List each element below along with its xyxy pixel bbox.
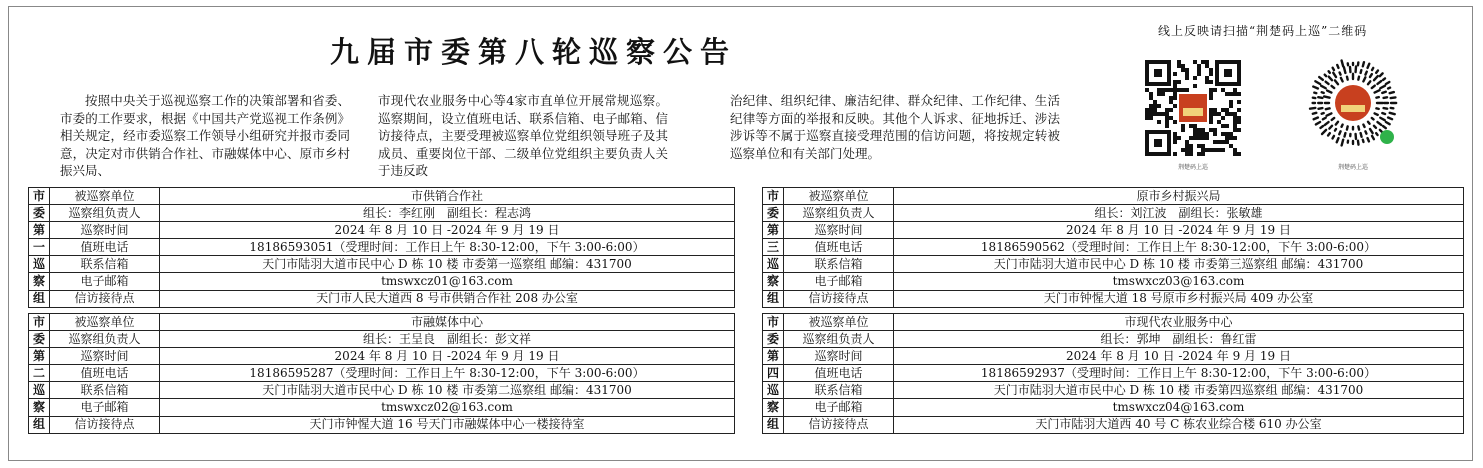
side-char: 巡: [763, 256, 784, 273]
time-value: 2024 年 8 月 10 日 -2024 年 9 月 19 日: [894, 348, 1464, 365]
mailbox-value: 天门市陆羽大道市民中心 D 栋 10 楼 市委第一巡察组 邮编：431700: [160, 256, 735, 273]
side-char: 委: [29, 205, 50, 222]
visit-value: 天门市陆羽大道西 40 号 C 栋农业综合楼 610 办公室: [894, 416, 1464, 433]
side-char: 三: [763, 239, 784, 256]
email-value[interactable]: tmswxcz03@163.com: [894, 273, 1464, 290]
side-char: 第: [763, 222, 784, 239]
time-value: 2024 年 8 月 10 日 -2024 年 9 月 19 日: [894, 222, 1464, 239]
unit-value: 市融媒体中心: [160, 314, 735, 331]
group-table-1: [28, 187, 735, 308]
phone-value[interactable]: 18186593051（受理时间：工作日上午 8:30-12:00，下午 3:00-6:00）: [160, 239, 735, 256]
label-leader: 巡察组负责人: [784, 205, 894, 222]
label-mailbox: 联系信箱: [784, 382, 894, 399]
side-char: 第: [763, 348, 784, 365]
group-table-4: [762, 313, 1464, 434]
intro-text-1: 按照中央关于巡视巡察工作的决策部署和省委、市委的工作要求，根据《中国共产党巡视工作条例》相关规定，经市委巡察工作领导小组研究并报市委同意，决定对市供销合作社、市融媒体中心、原市乡村振兴局、: [60, 93, 350, 178]
label-phone: 值班电话: [784, 239, 894, 256]
label-time: 巡察时间: [50, 348, 160, 365]
label-phone: 值班电话: [50, 239, 160, 256]
intro-column-2: [378, 92, 668, 180]
side-char: 市: [763, 314, 784, 331]
unit-value: 市现代农业服务中心: [894, 314, 1464, 331]
label-unit: 被巡察单位: [784, 188, 894, 205]
label-phone: 值班电话: [50, 365, 160, 382]
side-char: 二: [29, 365, 50, 382]
qr-code-left[interactable]: [1145, 60, 1241, 156]
leader-value: 组长：郭坤 副组长：鲁红雷: [894, 331, 1464, 348]
label-mailbox: 联系信箱: [50, 382, 160, 399]
unit-value: 市供销合作社: [160, 188, 735, 205]
label-time: 巡察时间: [50, 222, 160, 239]
side-char: 第: [29, 348, 50, 365]
visit-value: 天门市钟惺大道 16 号天门市融媒体中心一楼接待室: [160, 416, 735, 433]
label-email: 电子邮箱: [784, 399, 894, 416]
label-visit: 信访接待点: [784, 416, 894, 433]
qr-left-label: 荆楚码上巡: [1177, 164, 1208, 171]
side-char: 察: [763, 273, 784, 290]
group-table-2: [28, 313, 735, 434]
intro-text-3: 治纪律、组织纪律、廉洁纪律、群众纪律、工作纪律、生活纪律等方面的举报和反映。其他个人诉求、征地拆迁、涉法涉诉等不属于巡察直接受理范围的信访问题，将按规定转被巡察单位和有关部门处理。: [730, 93, 1060, 161]
label-visit: 信访接待点: [50, 416, 160, 433]
mailbox-value: 天门市陆羽大道市民中心 D 栋 10 楼 市委第二巡察组 邮编：431700: [160, 382, 735, 399]
page-title: 九届市委第八轮巡察公告: [330, 35, 738, 69]
visit-value: 天门市钟惺大道 18 号原市乡村振兴局 409 办公室: [894, 290, 1464, 307]
side-char: 察: [29, 399, 50, 416]
label-unit: 被巡察单位: [784, 314, 894, 331]
leader-value: 组长：李红刚 副组长：程志鸿: [160, 205, 735, 222]
side-char: 市: [29, 314, 50, 331]
side-char: 巡: [29, 256, 50, 273]
label-mailbox: 联系信箱: [784, 256, 894, 273]
label-email: 电子邮箱: [50, 273, 160, 290]
side-char: 组: [763, 416, 784, 433]
mailbox-value: 天门市陆羽大道市民中心 D 栋 10 楼 市委第四巡察组 邮编：431700: [894, 382, 1464, 399]
side-char: 组: [29, 290, 50, 307]
side-char: 市: [29, 188, 50, 205]
label-email: 电子邮箱: [50, 399, 160, 416]
label-visit: 信访接待点: [784, 290, 894, 307]
intro-column-1: [60, 92, 350, 180]
label-phone: 值班电话: [784, 365, 894, 382]
side-char: 委: [763, 205, 784, 222]
visit-value: 天门市人民大道西 8 号市供销合作社 208 办公室: [160, 290, 735, 307]
label-leader: 巡察组负责人: [50, 331, 160, 348]
intro-column-3: [730, 92, 1060, 162]
email-value[interactable]: tmswxcz01@163.com: [160, 273, 735, 290]
side-char: 四: [763, 365, 784, 382]
side-char: 委: [763, 331, 784, 348]
side-char: 巡: [763, 382, 784, 399]
unit-value: 原市乡村振兴局: [894, 188, 1464, 205]
phone-value[interactable]: 18186590562（受理时间：工作日上午 8:30-12:00，下午 3:00-6:00）: [894, 239, 1464, 256]
side-char: 巡: [29, 382, 50, 399]
phone-value[interactable]: 18186592937（受理时间：工作日上午 8:30-12:00，下午 3:00-6:00）: [894, 365, 1464, 382]
intro-text-2: 市现代农业服务中心等4家市直单位开展常规巡察。巡察期间，设立值班电话、联系信箱、电子邮箱、信访接待点，主要受理被巡察单位党组织领导班子及其成员、重要岗位干部、二级单位党组织主要负责人关于违反政: [378, 93, 668, 178]
mini-program-code[interactable]: [1305, 55, 1401, 151]
leader-value: 组长：王呈良 副组长：彭文祥: [160, 331, 735, 348]
side-char: 组: [29, 416, 50, 433]
mailbox-value: 天门市陆羽大道市民中心 D 栋 10 楼 市委第三巡察组 邮编：431700: [894, 256, 1464, 273]
side-char: 委: [29, 331, 50, 348]
label-visit: 信访接待点: [50, 290, 160, 307]
qr-caption: 线上反映请扫描“荆楚码上巡”二维码: [1158, 24, 1368, 38]
label-mailbox: 联系信箱: [50, 256, 160, 273]
time-value: 2024 年 8 月 10 日 -2024 年 9 月 19 日: [160, 348, 735, 365]
side-char: 市: [763, 188, 784, 205]
qr-right-label: 荆楚码上巡: [1337, 164, 1368, 171]
label-unit: 被巡察单位: [50, 314, 160, 331]
side-char: 察: [29, 273, 50, 290]
phone-value[interactable]: 18186595287（受理时间：工作日上午 8:30-12:00，下午 3:00-6:00）: [160, 365, 735, 382]
time-value: 2024 年 8 月 10 日 -2024 年 9 月 19 日: [160, 222, 735, 239]
group-table-3: [762, 187, 1464, 308]
leader-value: 组长：刘江波 副组长：张敏雄: [894, 205, 1464, 222]
label-leader: 巡察组负责人: [784, 331, 894, 348]
label-time: 巡察时间: [784, 222, 894, 239]
email-value[interactable]: tmswxcz04@163.com: [894, 399, 1464, 416]
label-time: 巡察时间: [784, 348, 894, 365]
side-char: 第: [29, 222, 50, 239]
label-email: 电子邮箱: [784, 273, 894, 290]
email-value[interactable]: tmswxcz02@163.com: [160, 399, 735, 416]
label-unit: 被巡察单位: [50, 188, 160, 205]
label-leader: 巡察组负责人: [50, 205, 160, 222]
side-char: 一: [29, 239, 50, 256]
side-char: 察: [763, 399, 784, 416]
side-char: 组: [763, 290, 784, 307]
